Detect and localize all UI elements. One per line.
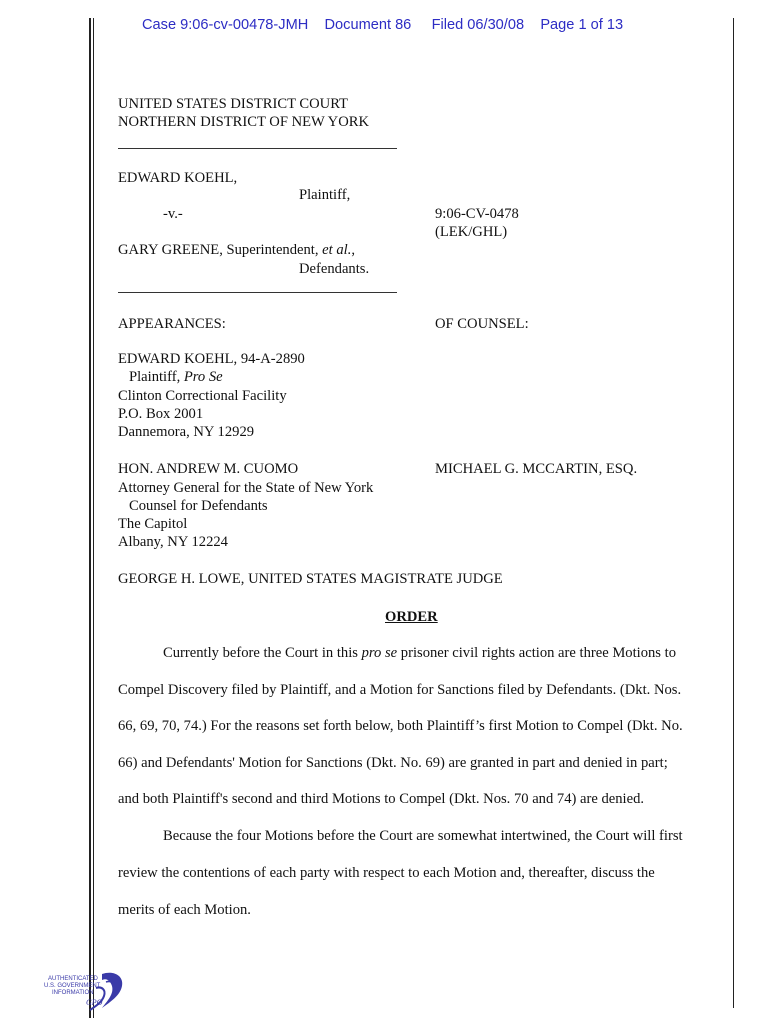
docket-number: 9:06-CV-0478 xyxy=(435,206,519,222)
paragraph-1-line-5: and both Plaintiff's second and third Motions to Compel (Dkt. Nos. 70 and 74) are denied. xyxy=(118,791,645,807)
defendants-counsel-name: HON. ANDREW M. CUOMO xyxy=(118,461,299,477)
page-number: Page 1 of 13 xyxy=(540,17,624,33)
left-margin-line xyxy=(89,18,91,1018)
right-margin-line xyxy=(733,18,734,1008)
defendants-counsel-title: Attorney General for the State of New York xyxy=(118,480,374,496)
plaintiff-role: Plaintiff, xyxy=(299,187,351,203)
defendants-address-2: Albany, NY 12224 xyxy=(118,534,228,550)
caption-rule-bottom xyxy=(118,292,397,293)
paragraph-2-line-1: Because the four Motions before the Court are somewhat intertwined, the Court will first xyxy=(163,828,683,844)
filed-date: Filed 06/30/08 xyxy=(431,17,525,33)
paragraph-1-line-2: Compel Discovery filed by Plaintiff, and a Motion for Sanctions filed by Defendants. (Dkt. Nos. xyxy=(118,682,682,698)
defendant-name-text: GARY GREENE, Superintendent, xyxy=(118,242,323,258)
seal-text-1: AUTHENTICATED xyxy=(48,976,98,982)
defendants-counsel-role: Counsel for Defendants xyxy=(129,498,268,514)
defendants-address-1: The Capitol xyxy=(118,516,188,532)
plaintiff-address-1: Clinton Correctional Facility xyxy=(118,388,287,404)
of-counsel-label: OF COUNSEL: xyxy=(435,316,529,332)
plaintiff-appearance-name: EDWARD KOEHL, 94-A-2890 xyxy=(118,351,305,367)
et-al: et al. xyxy=(322,242,352,258)
seal-text-gpo: GPO xyxy=(86,998,103,1007)
paragraph-2-line-2: review the contentions of each party with respect to each Motion and, thereafter, discuss the xyxy=(118,865,655,881)
plaintiff-address-3: Dannemora, NY 12929 xyxy=(118,424,255,440)
document-number: Document 86 xyxy=(324,17,412,33)
defendant-name xyxy=(118,241,355,259)
p1-l1-pro-se: pro se xyxy=(361,645,398,661)
plaintiff-name: EDWARD KOEHL, xyxy=(118,170,238,186)
of-counsel-name: MICHAEL G. MCCARTIN, ESQ. xyxy=(435,461,638,477)
defendant-comma: , xyxy=(351,242,355,258)
seal-text-2: U.S. GOVERNMENT xyxy=(44,983,101,989)
plaintiff-address-2: P.O. Box 2001 xyxy=(118,406,204,422)
appearances-label: APPEARANCES: xyxy=(118,316,226,332)
plaintiff-appearance-role xyxy=(129,368,223,386)
judge-initials: (LEK/GHL) xyxy=(435,224,508,240)
seal-text-3: INFORMATION xyxy=(52,990,94,996)
versus: -v.- xyxy=(163,206,183,222)
case-number: Case 9:06-cv-00478-JMH xyxy=(142,17,309,33)
paragraph-1-line-4: 66) and Defendants' Motion for Sanctions (Dkt. No. 69) are granted in part and denied in part; xyxy=(118,755,668,771)
order-title: ORDER xyxy=(385,609,438,625)
plaintiff-role-prefix: Plaintiff, xyxy=(129,369,184,385)
paragraph-1-line-3: 66, 69, 70, 74.) For the reasons set forth below, both Plaintiff’s first Motion to Compel (Dkt. No. xyxy=(118,718,683,734)
p1-l1-a: Currently before the Court in this xyxy=(163,645,362,661)
paragraph-2-line-3: merits of each Motion. xyxy=(118,902,251,918)
court-name-line2: NORTHERN DISTRICT OF NEW YORK xyxy=(118,114,370,130)
court-header xyxy=(142,17,623,33)
paragraph-1-line-1 xyxy=(163,644,676,662)
pro-se: Pro Se xyxy=(183,369,223,385)
left-margin-line-inner xyxy=(93,18,94,1018)
p1-l1-c: prisoner civil rights action are three Motions to xyxy=(397,645,676,661)
gpo-authentication-seal xyxy=(44,968,130,1014)
judge-line: GEORGE H. LOWE, UNITED STATES MAGISTRATE JUDGE xyxy=(118,571,503,587)
defendant-role: Defendants. xyxy=(299,261,370,277)
caption-rule-top xyxy=(118,148,397,149)
court-name-line1: UNITED STATES DISTRICT COURT xyxy=(118,96,348,112)
